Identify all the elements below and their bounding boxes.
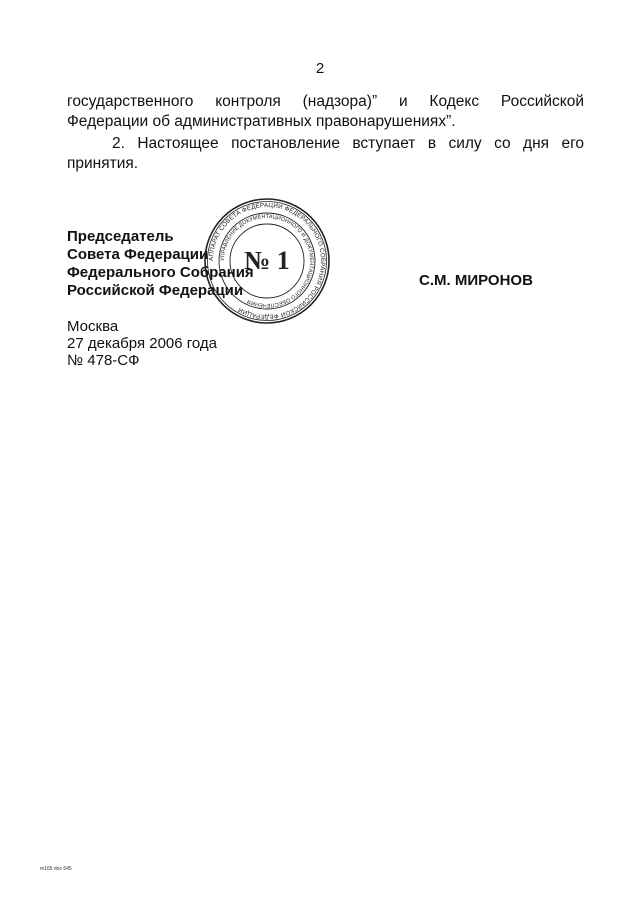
signature-title-line-1: Председатель [67,228,174,245]
paragraph-1 [67,92,584,132]
signer-name: С.М. МИРОНОВ [419,272,533,289]
paragraph-2-line-1: 2. Настоящее постановление вступает в силу со дня его [112,135,584,152]
place-date-block [67,318,217,369]
date: 27 декабря 2006 года [67,335,218,352]
document-number: № 478-СФ [67,352,140,369]
seal-inner-ring-text: УПРАВЛЕНИЕ ДОКУМЕНТАЦИОННОГО И ДОКУМЕНТАЦИОННОГО ОБЕСПЕЧЕНИЯ [219,213,315,309]
signature-title-line-2: Совета Федерации [67,246,209,263]
signature-title-line-4: Российской Федерации [67,282,244,299]
seal-number: № 1 [244,246,290,275]
signature-title-line-3: Федерального Собрания [67,264,254,281]
city: Москва [67,318,119,335]
seal-stamp [203,197,331,325]
paragraph-2-line-2: принятия. [67,155,139,172]
footer-file-ref: m165 doc 645 [40,866,72,872]
paragraph-1-line-2: Федерации об административных правонарушениях”. [67,113,456,130]
paragraph-2 [67,134,584,174]
page-number: 2 [315,60,325,77]
seal-outer-ring-text: АППАРАТ СОВЕТА ФЕДЕРАЦИИ ФЕДЕРАЛЬНОГО СОБРАНИЯ РОССИЙСКОЙ ФЕДЕРАЦИИ [207,201,327,321]
paragraph-1-line-1: государственного контроля (надзора)” и Кодекс Российской [67,93,584,110]
